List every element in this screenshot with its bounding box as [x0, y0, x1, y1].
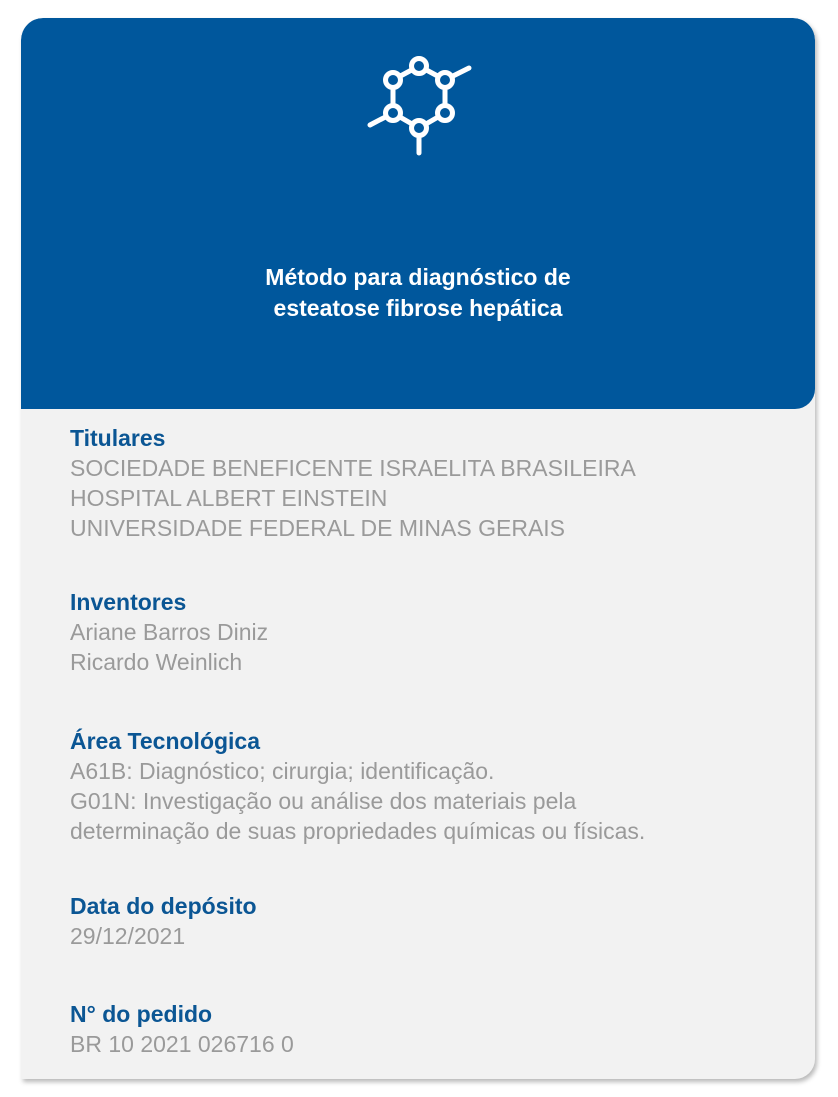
inventor-1: Ariane Barros Diniz — [70, 619, 269, 645]
molecule-icon — [365, 52, 477, 164]
card-header — [21, 18, 815, 409]
title-line-2: esteatose fibrose hepática — [273, 295, 563, 321]
titular-3: UNIVERSIDADE FEDERAL DE MINAS GERAIS — [70, 515, 566, 541]
invention-title — [21, 262, 815, 324]
titulares-label: Titulares — [70, 425, 166, 451]
area-section — [70, 726, 810, 846]
pedido-number: BR 10 2021 026716 0 — [70, 1031, 294, 1057]
area-line-3: determinação de suas propriedades químicas ou físicas. — [70, 818, 646, 844]
titulares-section — [70, 423, 810, 543]
area-label: Área Tecnológica — [70, 728, 261, 754]
inventor-2: Ricardo Weinlich — [70, 649, 243, 675]
area-line-2: G01N: Investigação ou análise dos materiais pela — [70, 788, 577, 814]
area-line-1: A61B: Diagnóstico; cirurgia; identificação. — [70, 758, 495, 784]
inventores-label: Inventores — [70, 589, 187, 615]
pedido-section — [70, 999, 810, 1059]
pedido-label: N° do pedido — [70, 1001, 213, 1027]
title-line-1: Método para diagnóstico de — [265, 264, 571, 290]
deposito-section — [70, 891, 810, 951]
inventores-section — [70, 587, 810, 677]
titular-2: HOSPITAL ALBERT EINSTEIN — [70, 485, 388, 511]
deposito-label: Data do depósito — [70, 893, 257, 919]
deposito-date: 29/12/2021 — [70, 923, 186, 949]
titular-1: SOCIEDADE BENEFICENTE ISRAELITA BRASILEIRA — [70, 455, 636, 481]
patent-card — [21, 18, 815, 1079]
